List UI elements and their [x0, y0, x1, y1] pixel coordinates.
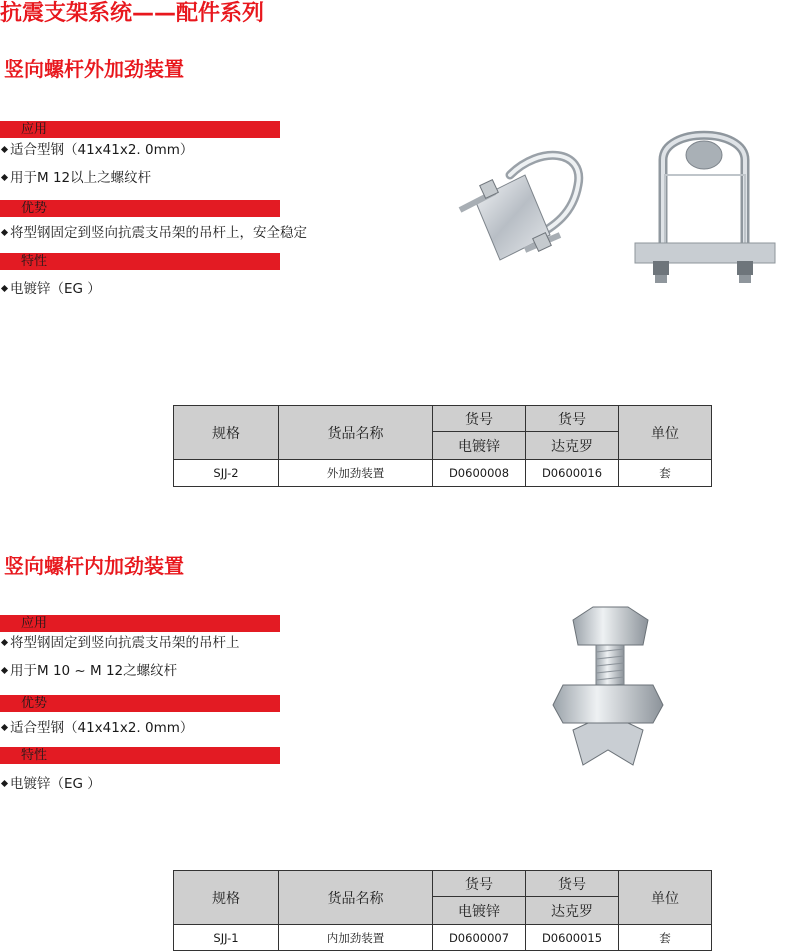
cell-spec: SJJ-2: [174, 460, 279, 487]
cell-code2: D0600016: [526, 460, 619, 487]
bullet-item: 电镀锌（EG ）: [0, 280, 101, 298]
label-bar-feature: [0, 747, 280, 764]
label-bar-advantage: [0, 200, 280, 217]
u-bolt-image: [450, 140, 590, 270]
header-spec: 规格: [174, 871, 279, 925]
table-row: [174, 925, 712, 951]
table-row: [174, 460, 712, 487]
cell-name: 内加劲装置: [279, 925, 433, 951]
cell-unit: 套: [619, 925, 712, 951]
header-name: 货品名称: [279, 406, 433, 460]
cell-unit: 套: [619, 460, 712, 487]
bullet-item: 电镀锌（EG ）: [0, 775, 101, 793]
cell-code2: D0600015: [526, 925, 619, 951]
label-bar-feature: [0, 253, 280, 270]
bullet-item: 适合型钢（41x41x2. 0mm）: [0, 719, 193, 737]
header-unit: 单位: [619, 871, 712, 925]
bar-label: 应用: [21, 616, 48, 631]
header-name: 货品名称: [279, 871, 433, 925]
header-spec: 规格: [174, 406, 279, 460]
bullet-icon: [1, 779, 8, 786]
bullet-icon: [1, 638, 8, 645]
inner-stiffener-image: [548, 605, 668, 785]
header-code1-sub: 电镀锌: [433, 897, 526, 925]
spec-table-1: [173, 405, 712, 487]
bullet-icon: [1, 173, 8, 180]
bullet-item: 用于M 10 ~ M 12之螺纹杆: [0, 662, 177, 680]
header-code2: 货号: [526, 871, 619, 897]
cell-spec: SJJ-1: [174, 925, 279, 951]
bar-label: 优势: [21, 696, 48, 711]
header-code2: 货号: [526, 406, 619, 432]
bullet-item: 将型钢固定到竖向抗震支吊架的吊杆上，安全稳定: [0, 224, 307, 242]
bar-label: 特性: [21, 748, 48, 763]
cell-name: 外加劲装置: [279, 460, 433, 487]
bullet-icon: [1, 284, 8, 291]
header-code1: 货号: [433, 406, 526, 432]
outer-stiffener-image: [625, 125, 780, 305]
header-code1: 货号: [433, 871, 526, 897]
header-code1-sub: 电镀锌: [433, 432, 526, 460]
label-bar-application: [0, 121, 280, 138]
bullet-icon: [1, 723, 8, 730]
header-code2-sub: 达克罗: [526, 432, 619, 460]
bullet-item: 适合型钢（41x41x2. 0mm）: [0, 141, 193, 159]
section-title-inner-stiffener: 竖向螺杆内加劲装置: [4, 554, 184, 578]
label-bar-advantage: [0, 695, 280, 712]
bullet-icon: [1, 666, 8, 673]
bullet-icon: [1, 228, 8, 235]
page-title: 抗震支架系统——配件系列: [0, 1, 265, 26]
bar-label: 特性: [21, 254, 48, 269]
header-unit: 单位: [619, 406, 712, 460]
cell-code1: D0600007: [433, 925, 526, 951]
header-code2-sub: 达克罗: [526, 897, 619, 925]
spec-table-2: [173, 870, 712, 951]
section-title-outer-stiffener: 竖向螺杆外加劲装置: [4, 57, 184, 81]
bar-label: 应用: [21, 122, 48, 137]
bullet-icon: [1, 145, 8, 152]
cell-code1: D0600008: [433, 460, 526, 487]
bar-label: 优势: [21, 201, 48, 216]
bullet-item: 用于M 12以上之螺纹杆: [0, 169, 151, 187]
label-bar-application: [0, 615, 280, 632]
bullet-item: 将型钢固定到竖向抗震支吊架的吊杆上: [0, 634, 240, 652]
